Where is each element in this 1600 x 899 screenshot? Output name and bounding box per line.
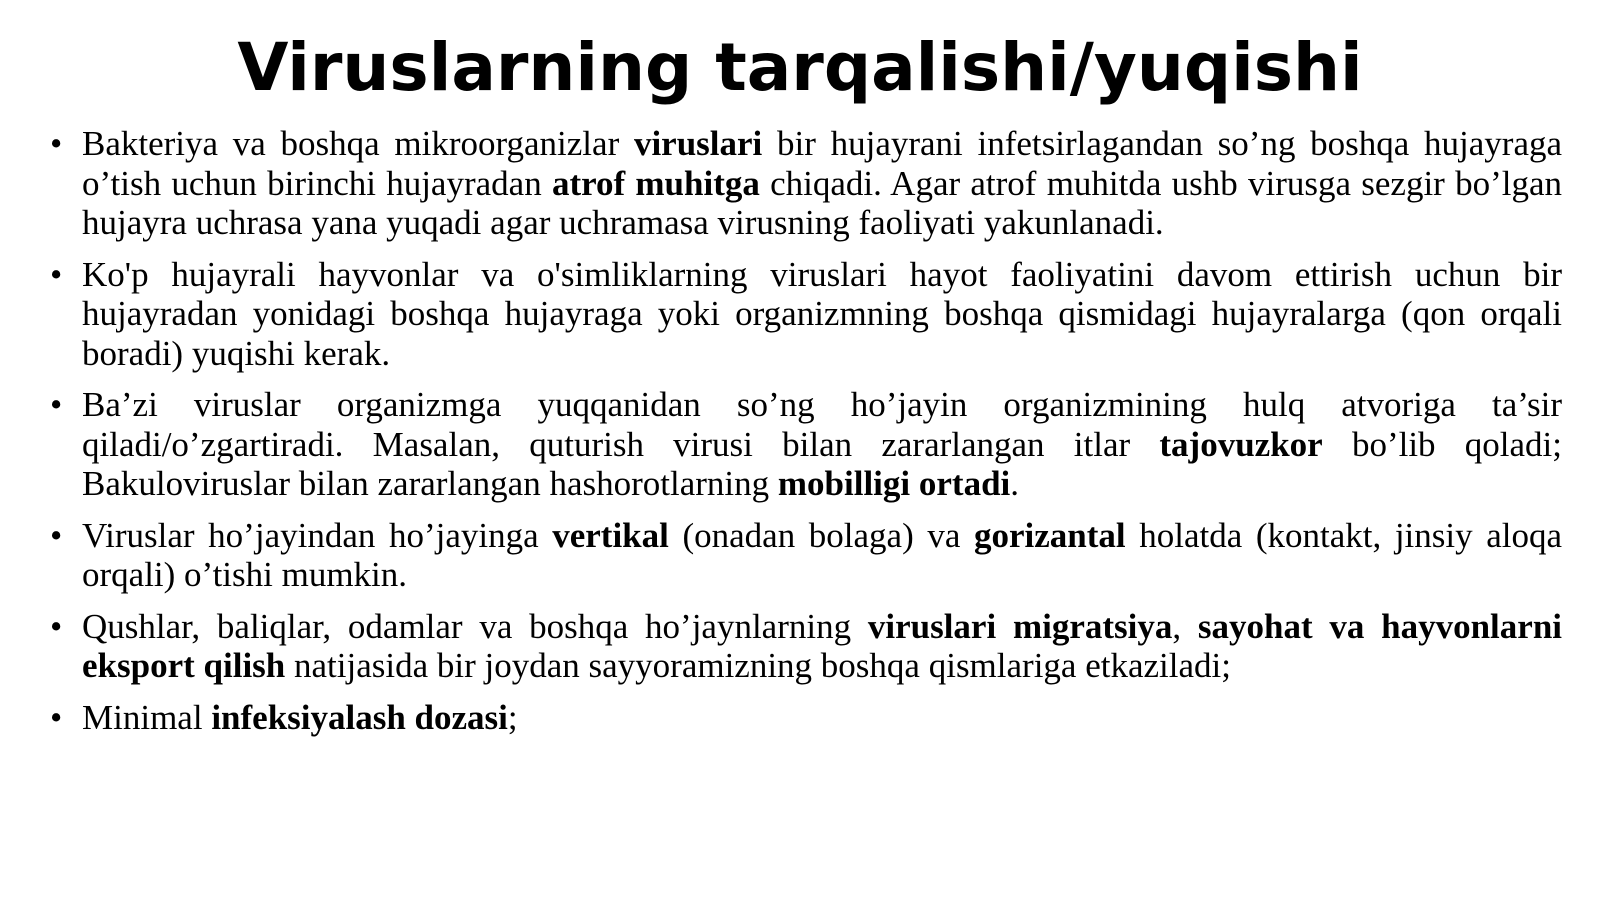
bold-text-segment: gorizantal xyxy=(973,515,1126,555)
bullet-icon: • xyxy=(50,385,63,424)
bold-text-segment: viruslari migratsiya xyxy=(867,606,1173,646)
text-segment: Ko'p hujayrali hayvonlar va o'simliklarning viruslari hayot faoliyatini davom ettirish uchun bir hujayradan yonidagi boshqa hujayraga yoki organizmning boshqa qismidagi hujayralarga (qon orqali boradi) yuqishi kerak. xyxy=(82,254,1562,373)
bullet-item xyxy=(50,697,1562,738)
text-segment: holatda (kontakt, jinsiy aloqa orqali) o’tishi mumkin. xyxy=(82,515,1563,594)
bold-text-segment: viruslari xyxy=(633,124,763,163)
text-segment: Bakteriya va boshqa mikroorganizlar xyxy=(82,124,634,163)
bold-text-segment: atrof muhitga xyxy=(551,163,760,203)
bold-text-segment: tajovuzkor xyxy=(1159,424,1323,464)
bullet-item xyxy=(50,385,1563,504)
text-segment: (onadan bolaga) va xyxy=(668,515,974,555)
bullet-icon: • xyxy=(50,697,63,737)
text-segment: bir hujayrani infetsirlagandan so’ng boshqa hujayraga o’tish uchun birinchi hujayradan xyxy=(82,124,1563,203)
bullet-list xyxy=(50,124,1563,749)
bullet-icon: • xyxy=(50,254,63,294)
bold-text-segment: mobilligi ortadi xyxy=(777,464,1011,503)
bullet-item xyxy=(50,515,1563,595)
text-segment: Qushlar, baliqlar, odamlar va boshqa ho’jaynlarning xyxy=(82,606,868,646)
bullet-item xyxy=(50,254,1562,374)
slide-title: Viruslarning tarqalishi/yuqishi xyxy=(237,29,1363,106)
bold-text-segment: vertikal xyxy=(552,515,669,555)
bullet-item xyxy=(50,606,1563,686)
bullet-icon: • xyxy=(50,124,63,163)
text-segment: . xyxy=(1010,464,1020,503)
bullet-icon: • xyxy=(50,515,63,555)
bullet-icon: • xyxy=(50,606,63,646)
text-segment: bo’lib qoladi; Bakuloviruslar bilan zararlangan hashorotlarning xyxy=(82,424,1563,503)
text-segment: natijasida bir joydan sayyoramizning boshqa qismlariga etkaziladi; xyxy=(285,646,1231,685)
text-segment: Ba’zi viruslar organizmga yuqqanidan so’ng ho’jayin organizmining hulq atvoriga ta’sir qiladi/o’zgartiradi. Masalan, quturish virusi bilan zararlangan itlar xyxy=(82,385,1562,464)
text-segment: Minimal xyxy=(82,697,212,737)
bold-text-segment: infeksiyalash dozasi xyxy=(211,697,508,737)
text-segment: chiqadi. Agar atrof muhitda ushb virusga sezgir bo’lgan hujayra uchrasa yana yuqadi agar uchramasa virusning faoliyati yakunlanadi. xyxy=(82,163,1562,242)
bold-text-segment: sayohat va hayvonlarni eksport qilish xyxy=(82,606,1563,685)
bullet-item xyxy=(50,124,1563,243)
text-segment: Viruslar ho’jayindan ho’jayinga xyxy=(82,515,553,555)
text-segment: , xyxy=(1172,606,1198,646)
text-segment: ; xyxy=(507,697,518,737)
